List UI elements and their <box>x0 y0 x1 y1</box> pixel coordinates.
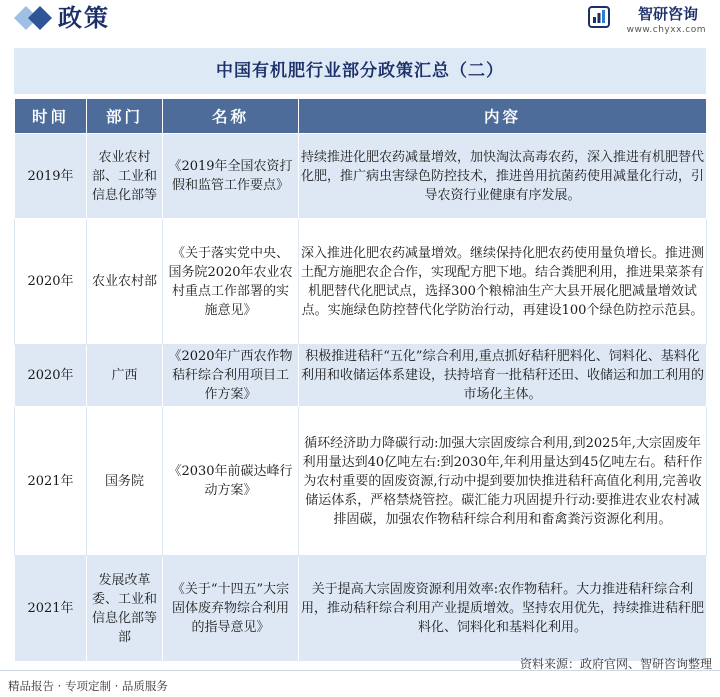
top-bar <box>0 0 720 36</box>
cell-name: 《关于“十四五”大宗固体废弃物综合利用的指导意见》 <box>163 556 299 662</box>
cell-content: 积极推进秸秆“五化”综合利用,重点抓好秸秆肥料化、饲料化、基料化利用和收储运体系建设，扶持培育一批秸秆还田、收储运和加工利用的市场化主体。 <box>299 345 707 407</box>
cell-dept: 广西 <box>87 345 163 407</box>
title-band <box>14 48 706 94</box>
footer <box>0 657 720 697</box>
table-row <box>15 134 707 219</box>
footer-tagline: 精品报告 · 专项定制 · 品质服务 <box>8 679 168 693</box>
section-chevron-icon <box>14 6 54 30</box>
table-row <box>15 345 707 407</box>
source-note: 资料来源：政府官网、智研咨询整理 <box>519 657 712 671</box>
table-header-row <box>15 99 707 134</box>
cell-time: 2020年 <box>15 219 87 345</box>
cell-time: 2019年 <box>15 134 87 219</box>
cell-content: 持续推进化肥农药减量增效，加快淘汰高毒农药，深入推进有机肥替代化肥，推广病虫害绿色防控技术，推进兽用抗菌药使用减量化行动，引导农资行业健康有序发展。 <box>299 134 707 219</box>
brand-url: www.chyxx.com <box>626 25 706 35</box>
cell-content: 关于提高大宗固废资源利用效率:农作物秸秆。大力推进秸秆综合利用，推动秸秆综合利用产业提质增效。坚持农用优先，持续推进秸秆肥料化、饲料化和基料化利用。 <box>299 556 707 662</box>
column-header-dept: 部门 <box>87 99 163 134</box>
cell-time: 2021年 <box>15 407 87 556</box>
column-header-time: 时间 <box>15 99 87 134</box>
cell-dept: 国务院 <box>87 407 163 556</box>
brand-logo-icon <box>588 6 610 28</box>
cell-content: 循环经济助力降碳行动:加强大宗固废综合利用,到2025年,大宗固废年利用量达到40亿吨左右:到2030年,年利用量达到45亿吨左右。秸秆作为农村重要的固废资源,行动中提到要加快推进秸秆高值化利用,完善收储运体系，严格禁烧管控。碳汇能力巩固提升行动:要推进农业农村减排固碳，加强农作物秸秆综合利用和畜禽粪污资源化利用。 <box>299 407 707 556</box>
column-header-name: 名称 <box>163 99 299 134</box>
policy-table <box>14 98 707 662</box>
section-title: 政策 <box>58 4 110 32</box>
cell-time: 2021年 <box>15 556 87 662</box>
cell-dept: 农业农村部、工业和信息化部等 <box>87 134 163 219</box>
table-row <box>15 556 707 662</box>
cell-dept: 农业农村部 <box>87 219 163 345</box>
brand-name: 智研咨询 <box>637 5 698 23</box>
cell-time: 2020年 <box>15 345 87 407</box>
table-row <box>15 407 707 556</box>
cell-name: 《2030年前碳达峰行动方案》 <box>163 407 299 556</box>
document-title: 中国有机肥行业部分政策汇总（二） <box>216 61 504 81</box>
cell-name: 《2020年广西农作物秸秆综合利用项目工作方案》 <box>163 345 299 407</box>
cell-name: 《2019年全国农资打假和监管工作要点》 <box>163 134 299 219</box>
brand <box>576 4 706 40</box>
cell-content: 深入推进化肥农药减量增效。继续保持化肥农药使用量负增长。推进测土配方施肥农企合作，实现配方肥下地。结合粪肥利用，推进果菜茶有机肥替代化肥试点，选择300个粮棉油生产大县开展化肥减量增效试点。实施绿色防控替代化学防治行动，再建设100个绿色防控示范县。 <box>299 219 707 345</box>
cell-name: 《关于落实党中央、国务院2020年农业农村重点工作部署的实施意见》 <box>163 219 299 345</box>
table-row <box>15 219 707 345</box>
cell-dept: 发展改革委、工业和信息化部等部 <box>87 556 163 662</box>
column-header-content: 内容 <box>299 99 707 134</box>
